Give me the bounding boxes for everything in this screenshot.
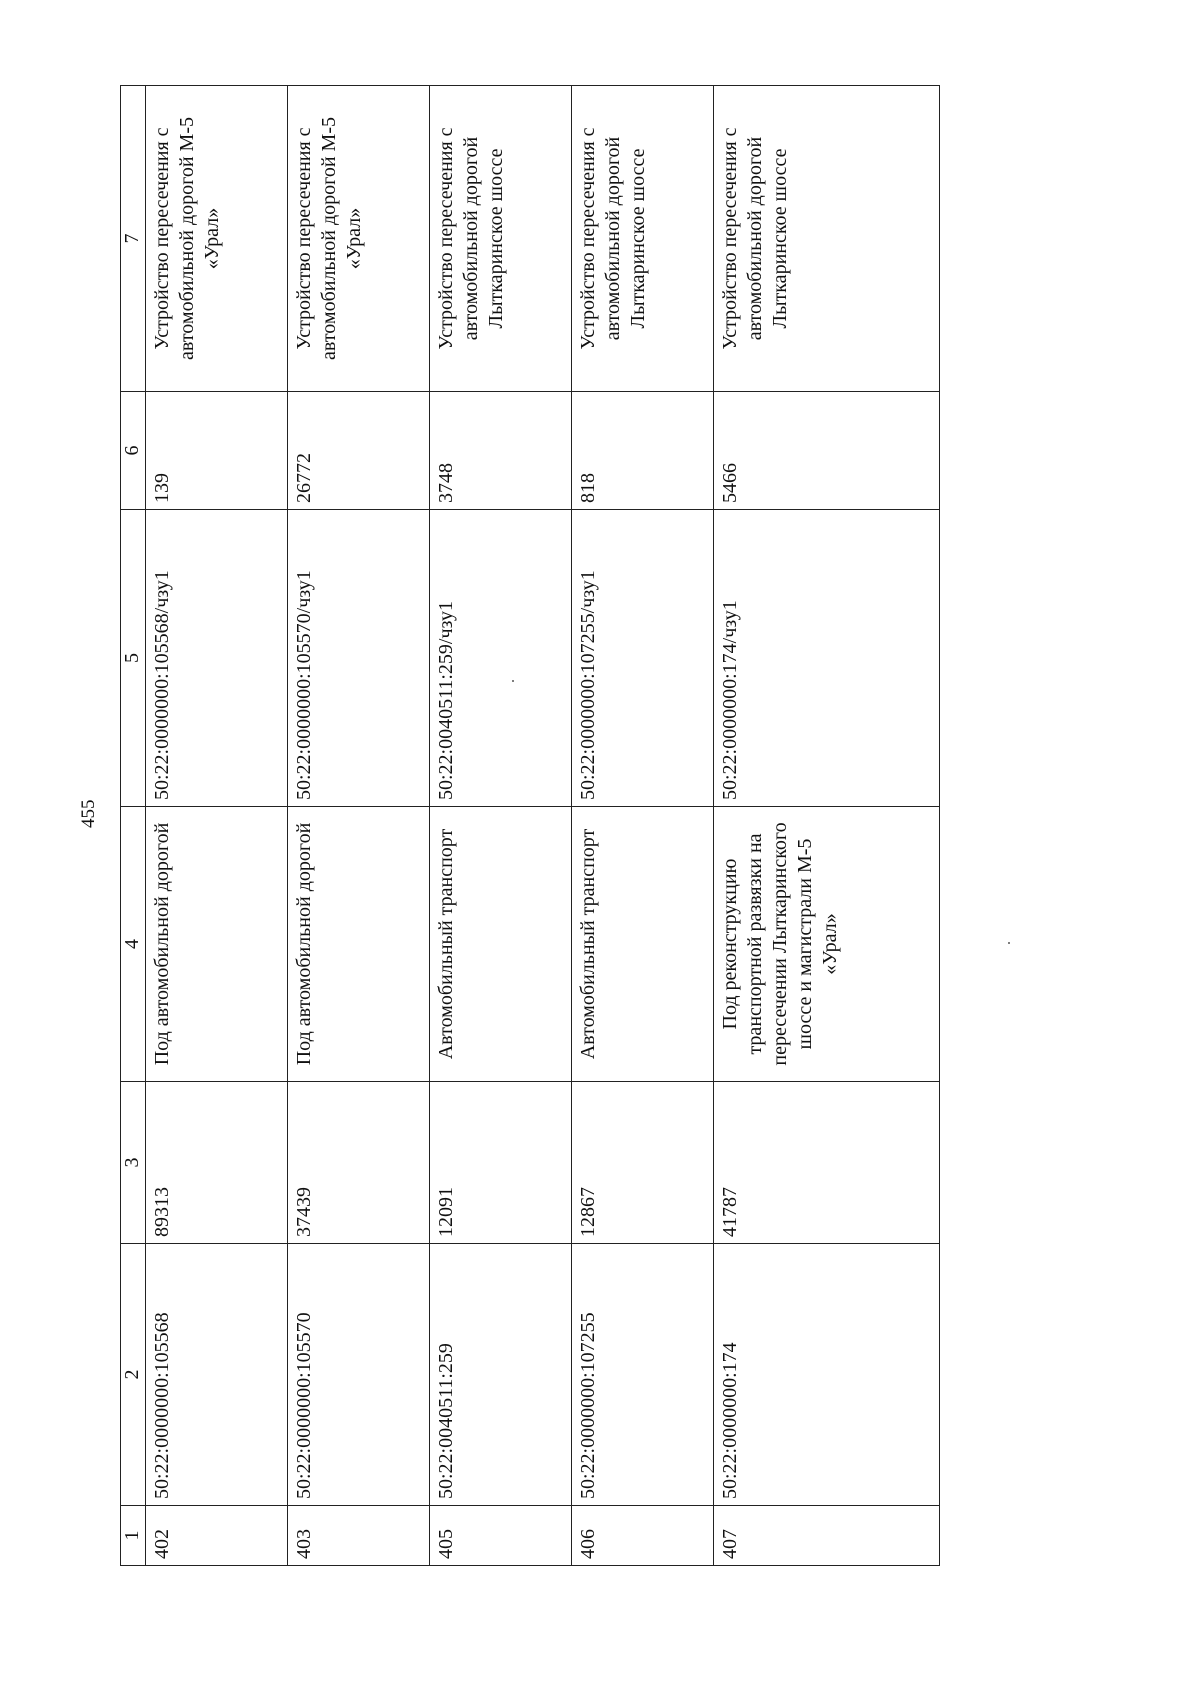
part-area: 26772 (287, 392, 429, 510)
area: 37439 (287, 1082, 429, 1244)
cadastral-number: 50:22:0000000:105568 (146, 1244, 288, 1506)
scan-speck (512, 680, 514, 682)
column-number: 7 (121, 86, 146, 392)
part-area: 5466 (713, 392, 939, 510)
cadastral-number: 50:22:0000000:105570 (287, 1244, 429, 1506)
page-number: 455 (78, 799, 99, 828)
purpose: Под автомобильной дорогой (287, 807, 429, 1082)
table-row (713, 86, 939, 1566)
cadastral-number: 50:22:0000000:174 (713, 1244, 939, 1506)
table-row (571, 86, 713, 1566)
row-number: 405 (429, 1506, 571, 1566)
purpose: Под автомобильной дорогой (146, 807, 288, 1082)
header-row (121, 86, 146, 1566)
objective: Устройство пересечения с автомобильной дорогой М-5 «Урал» (146, 86, 288, 392)
row-number: 402 (146, 1506, 288, 1566)
purpose: Автомобильный транспорт (571, 807, 713, 1082)
table-row (429, 86, 571, 1566)
column-number: 3 (121, 1082, 146, 1244)
cadastral-number: 50:22:0000000:107255 (571, 1244, 713, 1506)
area: 41787 (713, 1082, 939, 1244)
objective: Устройство пересечения с автомобильной дорогой Лыткаринское шоссе (571, 86, 713, 392)
part-area: 818 (571, 392, 713, 510)
part-area: 3748 (429, 392, 571, 510)
column-number: 6 (121, 392, 146, 510)
area: 12091 (429, 1082, 571, 1244)
part-number: 50:22:0040511:259/чзу1 (429, 510, 571, 807)
part-number: 50:22:0000000:105568/чзу1 (146, 510, 288, 807)
scan-speck (1008, 942, 1010, 944)
table-row (287, 86, 429, 1566)
part-number: 50:22:0000000:105570/чзу1 (287, 510, 429, 807)
land-plots-table-rotated (120, 86, 940, 1566)
part-area: 139 (146, 392, 288, 510)
column-number: 2 (121, 1244, 146, 1506)
table-row (146, 86, 288, 1566)
row-number: 407 (713, 1506, 939, 1566)
objective: Устройство пересечения с автомобильной дорогой М-5 «Урал» (287, 86, 429, 392)
purpose: Автомобильный транспорт (429, 807, 571, 1082)
area: 89313 (146, 1082, 288, 1244)
purpose: Под реконструкцию транспортной развязки на пересечении Лыткаринского шоссе и магистрали М-5 «Урал» (713, 807, 939, 1082)
cadastral-number: 50:22:0040511:259 (429, 1244, 571, 1506)
objective: Устройство пересечения с автомобильной дорогой Лыткаринское шоссе (429, 86, 571, 392)
objective: Устройство пересечения с автомобильной дорогой Лыткаринское шоссе (713, 86, 939, 392)
part-number: 50:22:0000000:107255/чзу1 (571, 510, 713, 807)
land-plots-table (120, 85, 940, 1566)
row-number: 406 (571, 1506, 713, 1566)
area: 12867 (571, 1082, 713, 1244)
row-number: 403 (287, 1506, 429, 1566)
column-number: 4 (121, 807, 146, 1082)
column-number: 1 (121, 1506, 146, 1566)
column-number: 5 (121, 510, 146, 807)
part-number: 50:22:0000000:174/чзу1 (713, 510, 939, 807)
